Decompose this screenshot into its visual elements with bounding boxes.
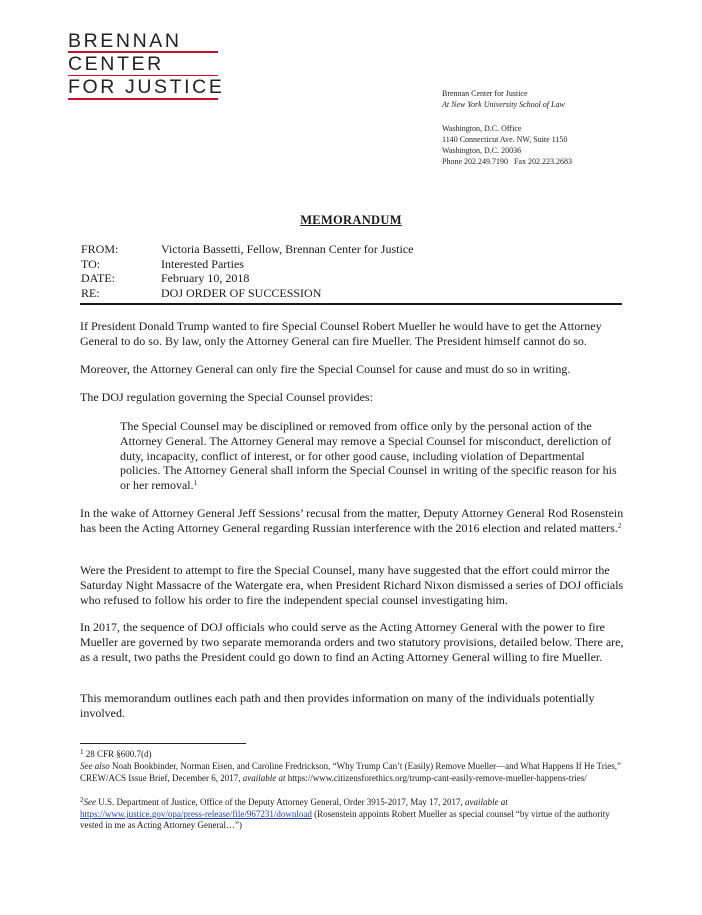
logo-rule [68, 98, 218, 100]
header-label: RE: [81, 285, 100, 300]
logo-line-3: FOR JUSTICE [68, 76, 225, 98]
address-street: 1140 Connecticut Ave. NW, Suite 1150 [442, 135, 568, 144]
address-org: Brennan Center for Justice [442, 89, 528, 98]
address-office: Washington, D.C. Office [442, 124, 522, 133]
paragraph-7: This memorandum outlines each path and then provides information on many of the individuals potentially involved. [80, 691, 595, 720]
paragraph-6: In 2017, the sequence of DOJ officials who could serve as the Acting Attorney General with the power to fire Mueller are governed by two separate memoranda orders and two statutory provisions, detailed below. There are, as a result, two paths the President could go down to find an Acting Attorney General willing to fire Mueller. [80, 620, 624, 664]
address-phone-fax: Phone 202.249.7190 Fax 202.223.2683 [442, 157, 572, 166]
address-block [442, 88, 572, 167]
footnote-link[interactable]: https://www.justice.gov/opa/press-release/file/967231/download [80, 808, 312, 819]
footnote-1-see-also: See also Noah Bookbinder, Norman Eisen, and Caroline Fredrickson, “Why Trump Can’t (Easily) Remove Mueller—and What Happens If He Tries,” CREW/ACS Issue Brief, December 6, 2017, available at https://www.citizensforethics.org/trump-cant-easily-remove-mueller-happens-tries/ [80, 761, 621, 783]
header-label: TO: [81, 256, 101, 271]
footnote-ref-1[interactable]: 1 [193, 479, 198, 488]
address-affiliation: At New York University School of Law [442, 100, 565, 109]
header-value: DOJ ORDER OF SUCCESSION [161, 285, 322, 300]
header-label: FROM: [81, 242, 119, 256]
header-label: DATE: [81, 271, 115, 285]
footnote-2: $^2$See U.S. Department of Justice, Office of the Deputy Attorney General, Order 3915-2017, May 17, 2017, available at https://www.justice.gov/opa/press-release/file/967231/download (Rosenstein appoints Robert Mueller as special counsel “by virtue of the authority vested in me as Acting Attorney General…”) [80, 796, 610, 831]
footnote-url: https://www.citizensforethics.org/trump-cant-easily-remove-mueller-happens-tries/ [285, 772, 587, 783]
address-city: Washington, D.C. 20036 [442, 146, 522, 155]
memo-header [81, 242, 413, 300]
header-row-date [81, 271, 413, 286]
footnote-ref-2[interactable]: 2 [617, 521, 622, 530]
header-row-from [81, 242, 413, 257]
logo-line-2: CENTER [68, 52, 164, 75]
brennan-center-logo [68, 30, 225, 100]
footnote-divider [80, 743, 246, 744]
logo-line-1: BRENNAN [68, 30, 182, 52]
paragraph-2: Moreover, the Attorney General can only fire the Special Counsel for cause and must do so in writing. [80, 362, 571, 376]
paragraph-1: If President Donald Trump wanted to fire Special Counsel Robert Mueller he would have to get the Attorney General to do so. By law, only the Attorney General can fire Mueller. The President himself cannot do so. [80, 319, 602, 348]
header-value: February 10, 2018 [161, 271, 250, 285]
header-divider [80, 303, 622, 305]
block-quote: The Special Counsel may be disciplined or removed from office only by the personal action of the Attorney General. The Attorney General may remove a Special Counsel for misconduct, dereliction of duty, incapacity, conflict of interest, or for other good cause, including violation of Departmental policies. The Attorney General shall inform the Special Counsel in writing of the specific reason for his or her removal.$^1$ [120, 419, 617, 493]
footnote-1: $^1$ 28 CFR §600.7(d) [80, 748, 152, 759]
paragraph-3: The DOJ regulation governing the Special Counsel provides: [80, 390, 373, 404]
header-value: Interested Parties [161, 256, 244, 271]
memo-title: MEMORANDUM [300, 213, 402, 227]
header-row-re [81, 286, 413, 301]
header-value: Victoria Bassetti, Fellow, Brennan Center for Justice [161, 242, 414, 256]
paragraph-4: In the wake of Attorney General Jeff Sessions’ recusal from the matter, Deputy Attorney General Rod Rosenstein has been the Acting Attorney General regarding Russian interference with the 2016 election and related matters.$^2$ [80, 506, 624, 535]
paragraph-5: Were the President to attempt to fire the Special Counsel, many have suggested that the effort could mirror the Saturday Night Massacre of the Watergate era, when President Richard Nixon dismissed a series of DOJ officials who refused to follow his order to fire the independent special counsel investigating him. [80, 563, 624, 607]
header-row-to [81, 257, 413, 272]
